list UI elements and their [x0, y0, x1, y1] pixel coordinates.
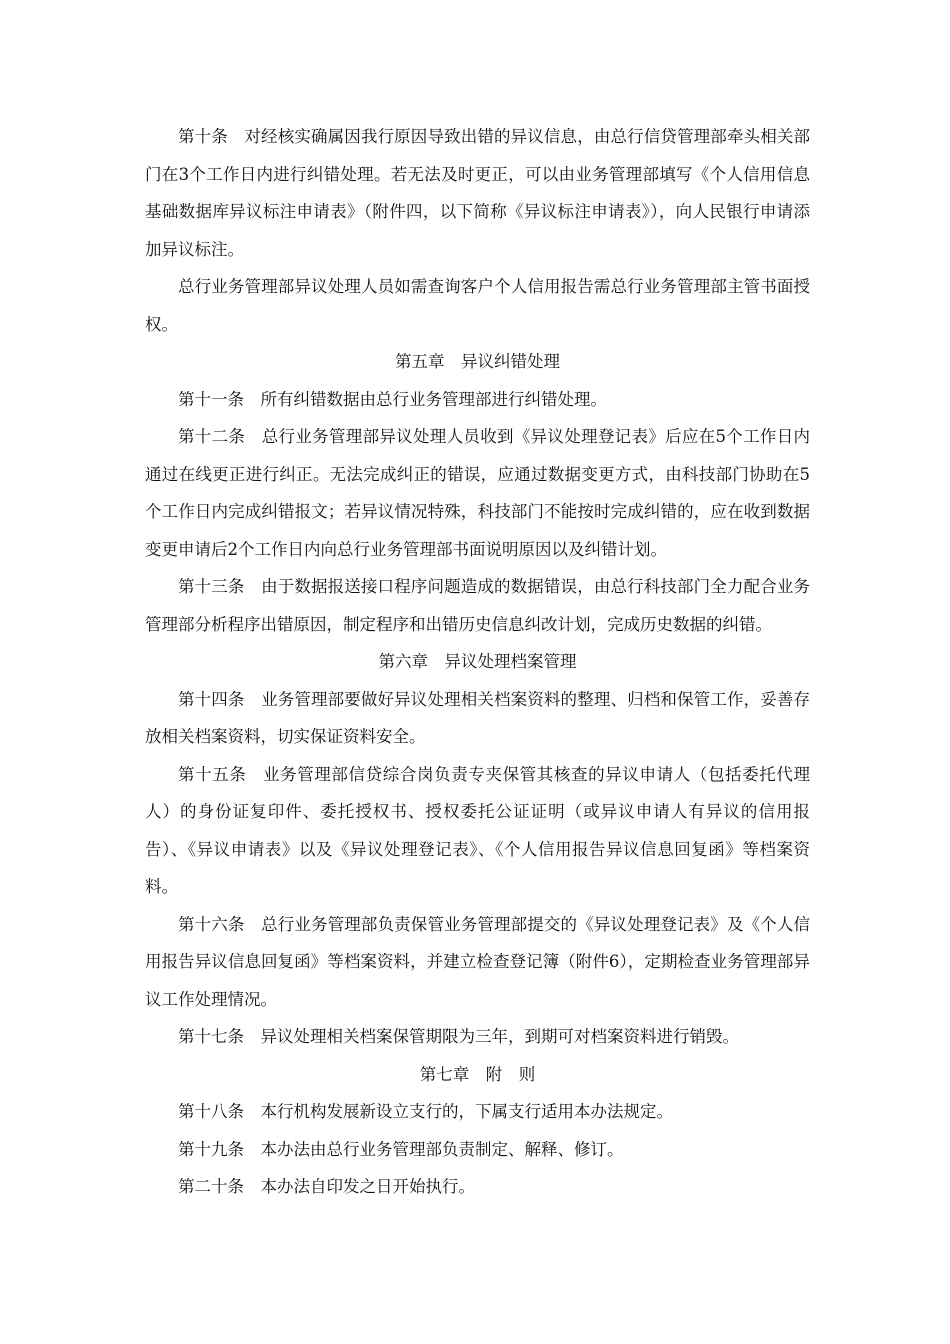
article-number: 第十条: [178, 127, 228, 146]
chapter-6-heading: 第六章 异议处理档案管理: [378, 652, 577, 671]
article-text: 异议处理相关档案保管期限为三年，到期可对档案资料进行销毁。: [260, 1027, 739, 1046]
article-text: 总行业务管理部负责保管业务管理部提交的《异议处理登记表》及《个人信用报告异议信息回复函》等档案资料，并建立检查登记簿（附件6），定期检查业务管理部异议工作处理情况。: [145, 914, 811, 1009]
document-body: [145, 118, 810, 1206]
article-number: 第十四条: [178, 689, 245, 709]
article-number: 第十八条: [178, 1102, 244, 1121]
article-text: 由于数据报送接口程序问题造成的数据错误，由总行科技部门全力配合业务管理部分析程序出错原因，制定程序和出错历史信息纠改计划，完成历史数据的纠错。: [145, 577, 811, 634]
chapter-5-heading: 第五章 异议纠错处理: [395, 352, 560, 371]
article-number: 第十三条: [178, 577, 245, 596]
article-18: [145, 1093, 810, 1131]
article-19: [145, 1131, 810, 1169]
article-17: [145, 1018, 810, 1056]
article-10-note: [145, 268, 810, 343]
article-number: 第十九条: [178, 1139, 244, 1159]
article-11: [145, 381, 810, 419]
article-number: 第十五条: [178, 764, 247, 784]
article-text: 本办法由总行业务管理部负责制定、解释、修订。: [260, 1139, 624, 1159]
article-text: 所有纠错数据由总行业务管理部进行纠错处理。: [260, 389, 607, 409]
article-20: [145, 1168, 810, 1206]
chapter-7-heading: 第七章 附 则: [419, 1064, 536, 1084]
article-number: 第十七条: [178, 1027, 244, 1046]
article-text: 业务管理部信贷综合岗负责专夹保管其核查的异议申请人（包括委托代理人）的身份证复印件、委托授权书、授权委托公证证明（或异议申请人有异议的信用报告）、《异议申请表》以及《异议处理登记表》、《个人信用报告异议信息回复函》等档案资料。: [145, 764, 811, 896]
article-10: [145, 118, 810, 268]
article-14: [145, 681, 810, 756]
article-13: [145, 568, 810, 643]
article-text: 本行机构发展新设立支行的，下属支行适用本办法规定。: [260, 1102, 673, 1121]
article-number: 第十一条: [178, 389, 244, 409]
article-text: 对经核实确属因我行原因导致出错的异议信息，由总行信贷管理部牵头相关部门在3个工作日内进行纠错处理。若无法及时更正，可以由业务管理部填写《个人信用信息基础数据库异议标注申请表》（附件四，以下简称《异议标注申请表》），向人民银行申请添加异议标注。: [145, 127, 811, 259]
article-number: 第十六条: [178, 914, 245, 934]
article-text: 总行业务管理部异议处理人员收到《异议处理登记表》后应在5个工作日内通过在线更正进行纠正。无法完成纠正的错误，应通过数据变更方式，由科技部门协助在5个工作日内完成纠错报文；若异议情况特殊，科技部门不能按时完成纠错的，应在收到数据变更申请后2个工作日内向总行业务管理部书面说明原因以及纠错计划。: [145, 427, 811, 559]
paragraph-text: 总行业务管理部异议处理人员如需查询客户个人信用报告需总行业务管理部主管书面授权。: [145, 277, 810, 334]
article-number: 第二十条: [178, 1177, 244, 1196]
article-16: [145, 906, 810, 1019]
article-text: 本办法自印发之日开始执行。: [260, 1177, 475, 1196]
article-12: [145, 418, 810, 568]
article-15: [145, 756, 810, 906]
article-number: 第十二条: [178, 427, 246, 446]
article-text: 业务管理部要做好异议处理相关档案资料的整理、归档和保管工作，妥善存放相关档案资料，切实保证资料安全。: [145, 689, 811, 746]
